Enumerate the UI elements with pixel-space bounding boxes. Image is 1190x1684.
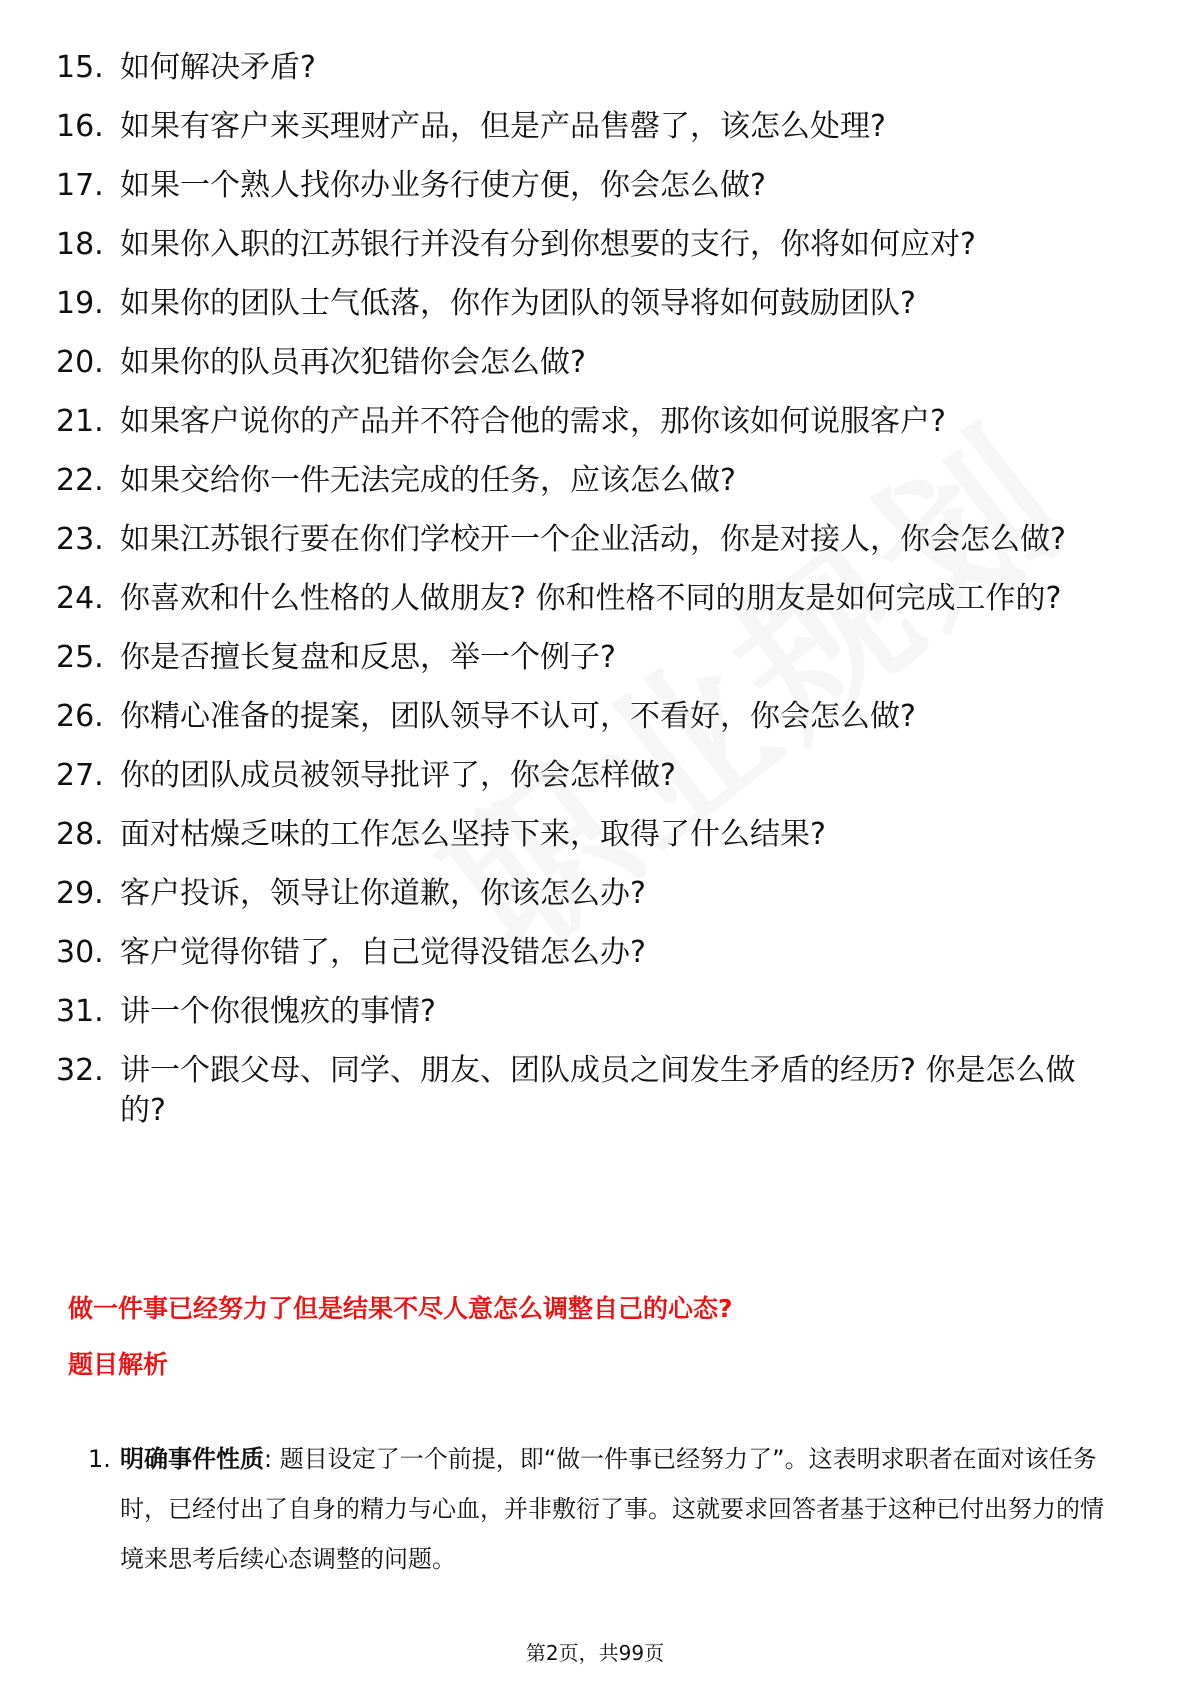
list-item [0, 933, 1190, 973]
list-item [0, 166, 1190, 206]
section-question-heading: 做一件事已经努力了但是结果不尽人意怎么调整自己的心态? [68, 1294, 733, 1323]
item-text: 如果你的团队士气低落，你作为团队的领导将如何鼓励团队? [120, 286, 916, 321]
item-number: 19. [56, 286, 104, 321]
item-text: 如果江苏银行要在你们学校开一个企业活动，你是对接人，你会怎么做? [120, 522, 1066, 557]
list-item [0, 1051, 1190, 1131]
list-item [0, 756, 1190, 796]
analysis-bold-term: 明确事件性质 [120, 1445, 264, 1473]
item-number: 16. [56, 109, 104, 144]
question-list [0, 48, 1190, 1150]
item-text: 客户觉得你错了，自己觉得没错怎么办? [120, 935, 646, 970]
item-number: 17. [56, 168, 104, 203]
item-text: 如何解决矛盾? [120, 50, 316, 85]
item-number: 15. [56, 50, 104, 85]
item-number: 24. [56, 581, 104, 616]
item-text: 如果交给你一件无法完成的任务，应该怎么做? [120, 463, 736, 498]
list-item [0, 48, 1190, 88]
item-number: 27. [56, 758, 104, 793]
item-number: 32. [56, 1053, 104, 1088]
item-text: 你精心准备的提案，团队领导不认可，不看好，你会怎么做? [120, 699, 916, 734]
item-text: 讲一个跟父母、同学、朋友、团队成员之间发生矛盾的经历? 你是怎么做的? [120, 1053, 1076, 1128]
list-item [0, 284, 1190, 324]
analysis-body: : 题目设定了一个前提，即“做一件事已经努力了”。这表明求职者在面对该任务时，已经付出了自身的精力与心血，并非敷衍了事。这就要求回答者基于这种已付出努力的情境来思考后续心态调整的问题。 [120, 1445, 1104, 1573]
list-item [0, 697, 1190, 737]
item-number: 20. [56, 345, 104, 380]
item-text: 客户投诉，领导让你道歉，你该怎么办? [120, 876, 646, 911]
item-number: 23. [56, 522, 104, 557]
item-text: 面对枯燥乏味的工作怎么坚持下来，取得了什么结果? [120, 817, 826, 852]
item-number: 21. [56, 404, 104, 439]
item-number: 25. [56, 640, 104, 675]
list-item [0, 225, 1190, 265]
analysis-item [0, 1434, 1190, 1584]
item-number: 28. [56, 817, 104, 852]
list-item [0, 579, 1190, 619]
list-item [0, 343, 1190, 383]
section-label-heading: 题目解析 [68, 1350, 169, 1379]
list-item [0, 461, 1190, 501]
item-text: 讲一个你很愧疚的事情? [120, 994, 436, 1029]
item-number: 29. [56, 876, 104, 911]
analysis-text [120, 1434, 1110, 1584]
item-number: 30. [56, 935, 104, 970]
list-item [0, 992, 1190, 1032]
item-text: 你是否擅长复盘和反思，举一个例子? [120, 640, 616, 675]
list-item [0, 520, 1190, 560]
list-item [0, 402, 1190, 442]
item-text: 如果有客户来买理财产品，但是产品售罄了，该怎么处理? [120, 109, 886, 144]
item-text: 如果客户说你的产品并不符合他的需求，那你该如何说服客户? [120, 404, 946, 439]
item-text: 你的团队成员被领导批评了，你会怎样做? [120, 758, 676, 793]
item-text: 如果一个熟人找你办业务行使方便，你会怎么做? [120, 168, 766, 203]
page-footer: 第2页，共99页 [525, 1641, 665, 1665]
list-item [0, 874, 1190, 914]
item-number: 18. [56, 227, 104, 262]
list-item [0, 638, 1190, 678]
item-text: 如果你的队员再次犯错你会怎么做? [120, 345, 586, 380]
item-number: 31. [56, 994, 104, 1029]
item-number: 22. [56, 463, 104, 498]
list-item [0, 107, 1190, 147]
list-item [0, 815, 1190, 855]
item-text: 你喜欢和什么性格的人做朋友? 你和性格不同的朋友是如何完成工作的? [120, 581, 1062, 616]
item-number: 26. [56, 699, 104, 734]
item-text: 如果你入职的江苏银行并没有分到你想要的支行，你将如何应对? [120, 227, 976, 262]
analysis-number: 1. [88, 1445, 111, 1473]
